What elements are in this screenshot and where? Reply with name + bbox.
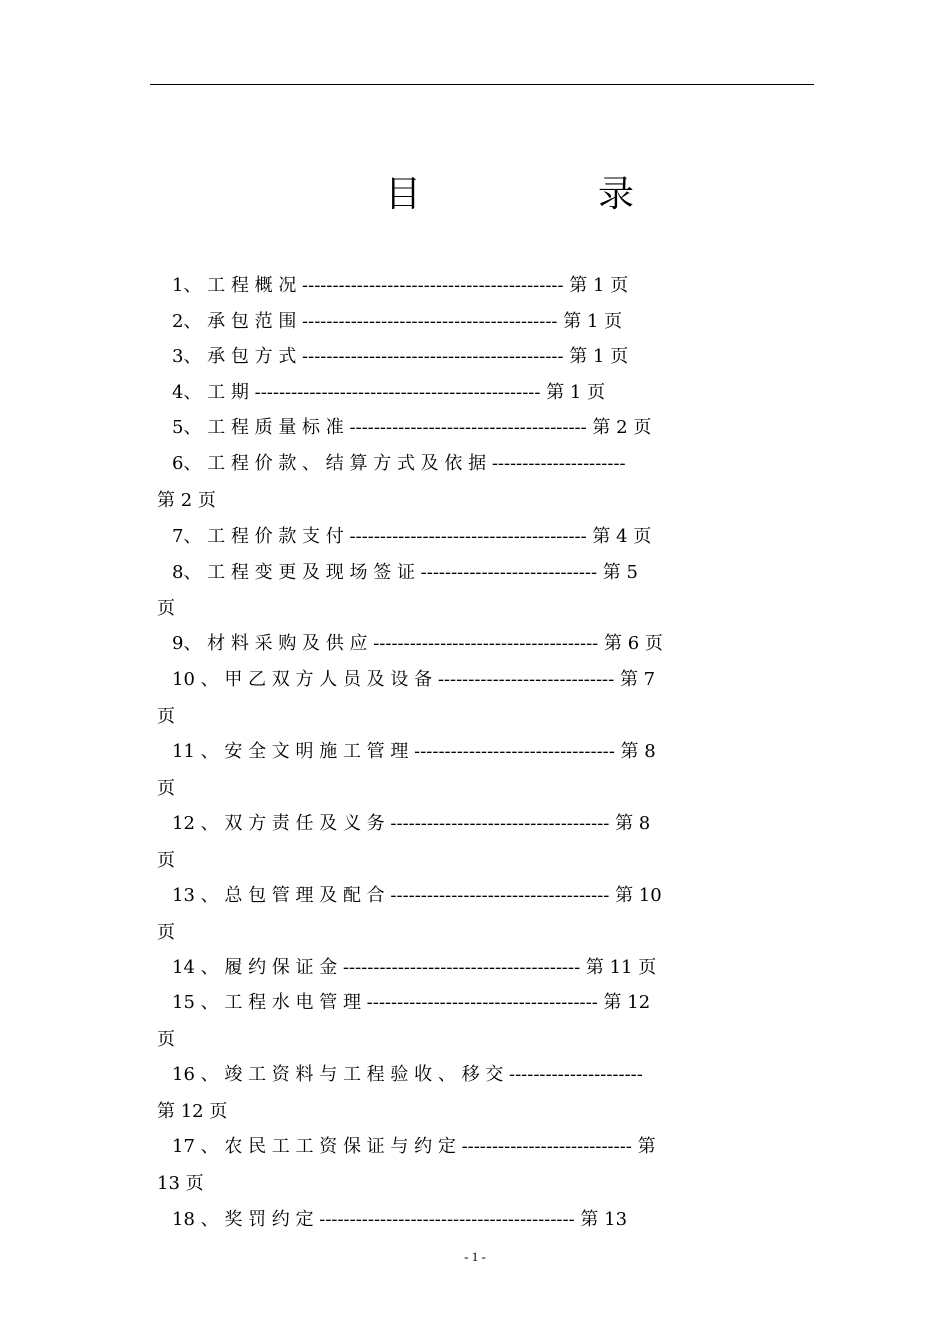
toc-line: 7、 工 程 价 款 支 付 --------------------------------------- 第 4 页 — [172, 526, 652, 547]
toc-line-continuation: 页 — [157, 778, 175, 799]
toc-line: 14 、 履 约 保 证 金 --------------------------------------- 第 11 页 — [172, 957, 657, 978]
toc-line: 11 、 安 全 文 明 施 工 管 理 --------------------------------- 第 8 — [172, 741, 656, 762]
toc-line-continuation: 页 — [157, 922, 175, 943]
toc-line: 4、 工 期 ----------------------------------------------- 第 1 页 — [172, 382, 606, 403]
toc-line-continuation: 页 — [157, 1029, 175, 1050]
toc-line: 9、 材 料 采 购 及 供 应 ------------------------------------- 第 6 页 — [172, 633, 663, 654]
toc-line-continuation: 页 — [157, 598, 175, 619]
toc-line-continuation: 第 2 页 — [157, 490, 216, 511]
toc-line: 8、 工 程 变 更 及 现 场 签 证 ----------------------------- 第 5 — [172, 562, 638, 583]
toc-line: 13 、 总 包 管 理 及 配 合 ------------------------------------ 第 10 — [172, 885, 662, 906]
toc-line: 1、 工 程 概 况 ------------------------------------------- 第 1 页 — [172, 275, 629, 296]
toc-line-continuation: 第 12 页 — [157, 1101, 228, 1122]
toc-line-continuation: 13 页 — [157, 1173, 204, 1194]
page-number: - 1 - — [464, 1249, 486, 1264]
toc-line-continuation: 页 — [157, 706, 175, 727]
toc-line: 18 、 奖 罚 约 定 ------------------------------------------ 第 13 — [172, 1209, 628, 1230]
toc-line: 12 、 双 方 责 任 及 义 务 ------------------------------------ 第 8 — [172, 813, 651, 834]
toc-line: 17 、 农 民 工 工 资 保 证 与 约 定 ---------------------------- 第 — [172, 1136, 656, 1157]
toc-line: 6、 工 程 价 款 、 结 算 方 式 及 依 据 ---------------------- — [172, 453, 626, 474]
toc-line: 5、 工 程 质 量 标 准 --------------------------------------- 第 2 页 — [172, 417, 652, 438]
toc-line: 16 、 竣 工 资 料 与 工 程 验 收 、 移 交 ---------------------- — [172, 1064, 643, 1085]
title-char-left: 目 — [385, 174, 422, 215]
toc-line: 10 、 甲 乙 双 方 人 员 及 设 备 ----------------------------- 第 7 — [172, 669, 656, 690]
toc-line: 15 、 工 程 水 电 管 理 -------------------------------------- 第 12 — [172, 992, 651, 1013]
title-char-right: 录 — [598, 174, 635, 215]
toc-line: 2、 承 包 范 围 ------------------------------------------ 第 1 页 — [172, 311, 623, 332]
toc-line: 3、 承 包 方 式 ------------------------------------------- 第 1 页 — [172, 346, 629, 367]
toc-line-continuation: 页 — [157, 850, 175, 871]
